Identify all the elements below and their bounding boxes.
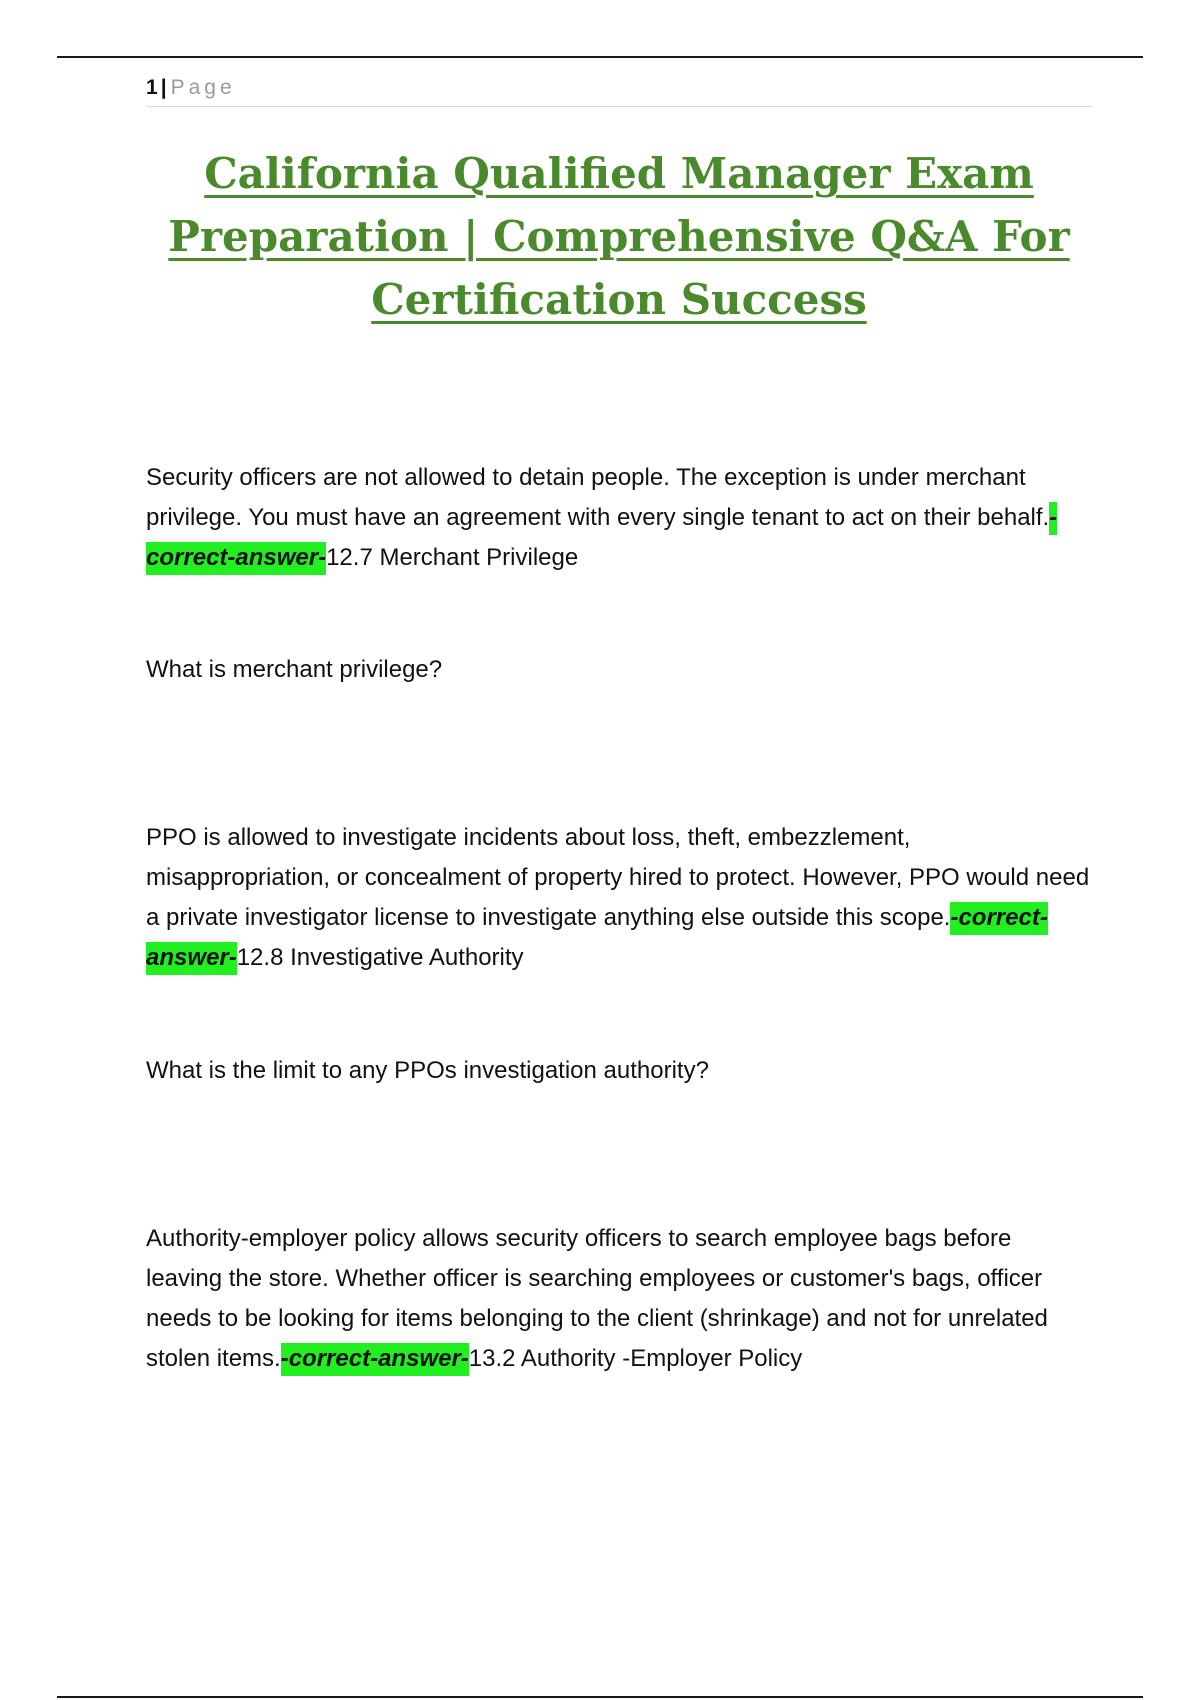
page-header [146, 74, 1092, 107]
answer-paragraph [146, 1219, 1092, 1379]
page-top-rule [57, 56, 1143, 58]
question-paragraph [146, 650, 1092, 690]
correct-answer-highlight: -correct-answer- [146, 502, 1057, 575]
document-title: California Qualified Manager Exam Preparation | Comprehensive Q&A For Certification Success [168, 149, 1070, 324]
correct-answer-highlight: -correct-answer- [281, 1343, 469, 1376]
page-label: Page [170, 76, 236, 99]
page-bottom-rule [57, 1696, 1143, 1698]
answer-paragraph [146, 458, 1092, 578]
answer-reference: 12.8 Investigative Authority [236, 944, 524, 971]
correct-answer-highlight: -correct-answer- [146, 902, 1048, 975]
question-text: What is the limit to any PPOs investigation authority? [146, 1057, 709, 1084]
page-number: 1 [146, 76, 158, 99]
answer-text: Authority-employer policy allows security officers to search employee bags before leaving the store. Whether officer is searching employees or customer's bags, officer needs to be looking for items belonging to the client (shrinkage) and not for unrelated stolen items. [146, 1225, 1048, 1372]
question-paragraph [146, 1051, 1092, 1091]
answer-reference: 12.7 Merchant Privilege [326, 544, 579, 571]
answer-reference: 13.2 Authority -Employer Policy [468, 1345, 803, 1372]
answer-text: Security officers are not allowed to detain people. The exception is under merchant privilege. You must have an agreement with every single tenant to act on their behalf. [146, 464, 1050, 531]
page-separator: | [160, 76, 167, 99]
answer-text: PPO is allowed to investigate incidents about loss, theft, embezzlement, misappropriation, or concealment of property hired to protect. However, PPO would need a private investigator license to investigate anything else outside this scope. [146, 824, 1090, 931]
answer-paragraph [146, 818, 1092, 978]
question-text: What is merchant privilege? [146, 656, 443, 683]
